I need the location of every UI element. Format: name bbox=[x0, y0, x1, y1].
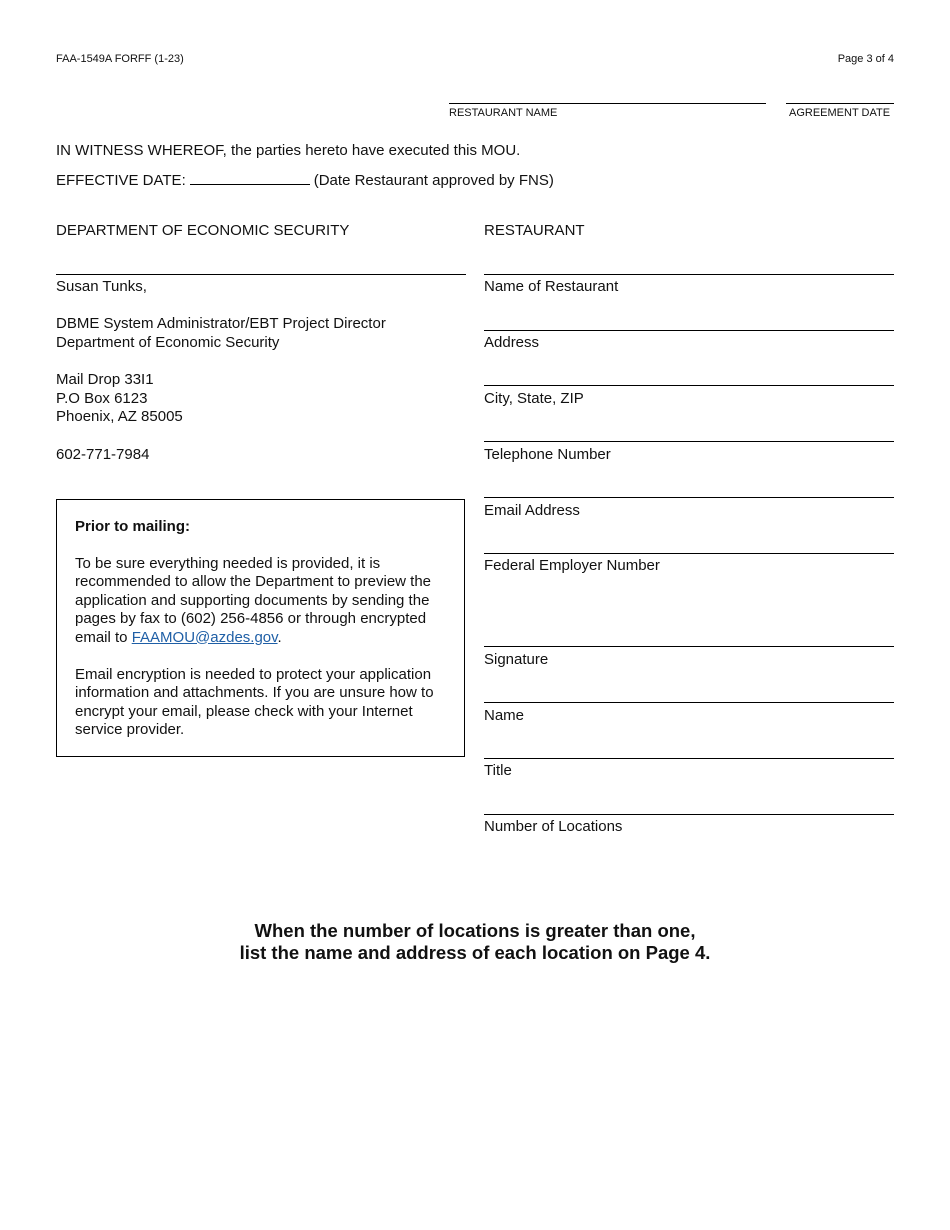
locations-note-line1: When the number of locations is greater than one, bbox=[254, 920, 696, 941]
city-state-zip-field[interactable] bbox=[484, 385, 894, 386]
restaurant-heading: RESTAURANT bbox=[484, 222, 585, 239]
faamou-email-link[interactable]: FAAMOU@azdes.gov bbox=[131, 628, 278, 646]
department-phone: 602-771-7984 bbox=[56, 446, 150, 463]
witness-statement: IN WITNESS WHEREOF, the parties hereto have executed this MOU. bbox=[56, 142, 521, 159]
field-label-address: Address bbox=[484, 334, 540, 351]
field-label-name: Name bbox=[484, 707, 525, 724]
notice-heading: Prior to mailing: bbox=[75, 518, 191, 535]
department-heading: DEPARTMENT OF ECONOMIC SECURITY bbox=[56, 222, 350, 239]
department-address-line2: P.O Box 6123 bbox=[56, 390, 148, 407]
effective-date-label: EFFECTIVE DATE: bbox=[56, 172, 186, 189]
field-label-restaurant-name: Name of Restaurant bbox=[484, 278, 619, 295]
agreement-date-line bbox=[786, 103, 894, 104]
address-field[interactable] bbox=[484, 330, 894, 331]
federal-employer-number-field[interactable] bbox=[484, 553, 894, 554]
effective-date-blank[interactable] bbox=[190, 170, 310, 185]
effective-date-row bbox=[56, 170, 554, 191]
department-title-line2: Department of Economic Security bbox=[56, 334, 280, 351]
number-of-locations-field[interactable] bbox=[484, 814, 894, 815]
field-label-signature: Signature bbox=[484, 651, 549, 668]
notice-paragraph-1-end: . bbox=[277, 628, 282, 646]
form-id: FAA-1549A FORFF (1-23) bbox=[56, 53, 184, 65]
restaurant-name-label: RESTAURANT NAME bbox=[449, 107, 558, 119]
department-address-line1: Mail Drop 33I1 bbox=[56, 371, 154, 388]
name-field[interactable] bbox=[484, 702, 894, 703]
agreement-date-label: AGREEMENT DATE bbox=[789, 107, 891, 119]
notice-paragraph-2: Email encryption is needed to protect your application information and attachments. If you are unsure how to encrypt your email, please check with your Internet service provider. bbox=[75, 665, 434, 738]
field-label-title: Title bbox=[484, 762, 512, 779]
title-field[interactable] bbox=[484, 758, 894, 759]
notice-paragraph-1 bbox=[75, 555, 450, 648]
prior-to-mailing-box bbox=[56, 499, 465, 757]
field-label-federal-employer-number: Federal Employer Number bbox=[484, 557, 660, 574]
restaurant-name-field[interactable] bbox=[484, 274, 894, 275]
page-number: Page 3 of 4 bbox=[837, 53, 894, 65]
department-signature-line bbox=[56, 274, 466, 275]
notice-paragraph-1-text: To be sure everything needed is provided, it is recommended to allow the Department to preview the application and supporting documents by sending the pages by fax to (602) 256-4856 or through encrypted email to bbox=[75, 554, 432, 646]
field-label-telephone: Telephone Number bbox=[484, 446, 611, 463]
locations-note-line2: list the name and address of each location on Page 4. bbox=[239, 942, 711, 963]
restaurant-name-line bbox=[449, 103, 766, 104]
department-title-line1: DBME System Administrator/EBT Project Director bbox=[56, 315, 386, 332]
telephone-field[interactable] bbox=[484, 441, 894, 442]
department-signer: Susan Tunks, bbox=[56, 278, 147, 295]
effective-date-note: (Date Restaurant approved by FNS) bbox=[313, 172, 554, 189]
field-label-number-of-locations: Number of Locations bbox=[484, 818, 623, 835]
field-label-email: Email Address bbox=[484, 502, 580, 519]
signature-field[interactable] bbox=[484, 646, 894, 647]
email-field[interactable] bbox=[484, 497, 894, 498]
department-address-line3: Phoenix, AZ 85005 bbox=[56, 408, 183, 425]
field-label-city-state-zip: City, State, ZIP bbox=[484, 390, 584, 407]
